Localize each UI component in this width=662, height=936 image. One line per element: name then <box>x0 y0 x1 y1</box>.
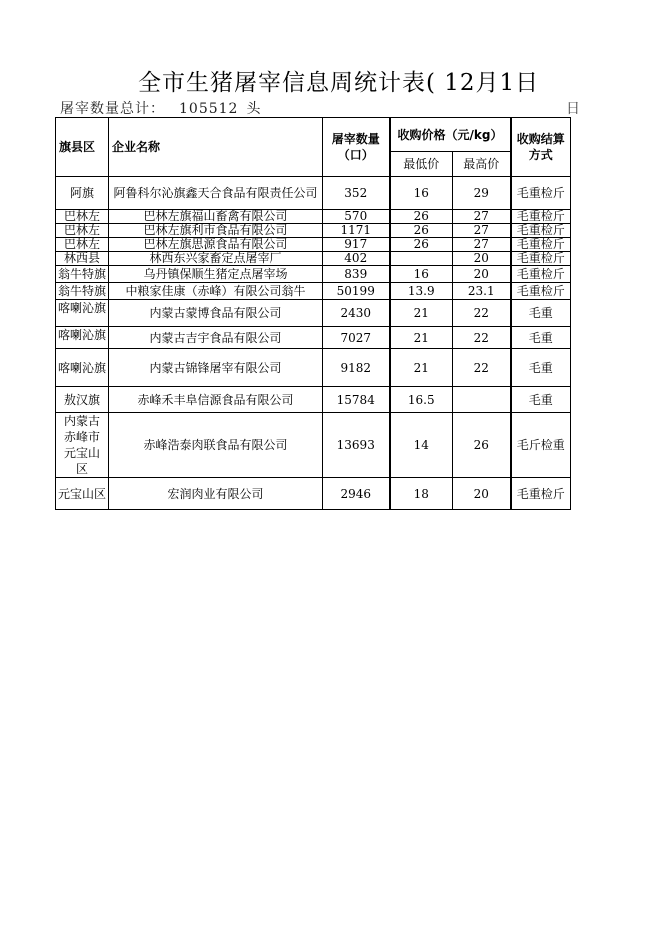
cell-min-price: 21 <box>390 349 453 387</box>
table-row <box>56 252 571 266</box>
cell-max-price: 27 <box>453 224 511 238</box>
cell-min-price: 13.9 <box>390 283 453 300</box>
cell-min-price: 21 <box>390 300 453 327</box>
cell-county-text: 喀喇沁旗 <box>57 301 106 315</box>
cell-max-price: 20 <box>453 478 511 510</box>
cell-company: 巴林左旗思源食品有限公司 <box>109 238 323 252</box>
cell-company: 宏润肉业有限公司 <box>109 478 323 510</box>
cell-method: 毛重 <box>511 387 571 413</box>
cell-min-price: 14 <box>390 413 453 478</box>
summary-line <box>60 98 261 118</box>
cell-company: 内蒙古锦锋屠宰有限公司 <box>109 349 323 387</box>
cell-county: 林西县 <box>56 252 109 266</box>
cell-max-price: 20 <box>453 252 511 266</box>
cell-max-price: 27 <box>453 238 511 252</box>
col-header-min-price: 最低价 <box>390 152 453 177</box>
cell-max-price: 23.1 <box>453 283 511 300</box>
cell-method: 毛重检斤 <box>511 478 571 510</box>
cell-max-price <box>453 387 511 413</box>
cell-min-price: 21 <box>390 327 453 349</box>
cell-min-price: 26 <box>390 238 453 252</box>
col-header-settlement: 收购结算方式 <box>511 118 571 177</box>
page-title: 全市生猪屠宰信息周统计表( 12月1日 <box>138 70 540 96</box>
cell-max-price: 22 <box>453 300 511 327</box>
col-header-company: 企业名称 <box>109 118 323 177</box>
cell-max-price: 27 <box>453 210 511 224</box>
cell-max-price: 26 <box>453 413 511 478</box>
title-clip <box>0 60 570 100</box>
cell-county: 翁牛特旗 <box>56 266 109 283</box>
cell-county: 阿旗 <box>56 177 109 210</box>
cell-count: 50199 <box>323 283 390 300</box>
cell-county: 巴林左 <box>56 210 109 224</box>
cell-company: 巴林左旗利市食品有限公司 <box>109 224 323 238</box>
table-row <box>56 283 571 300</box>
cell-count: 2430 <box>323 300 390 327</box>
cell-county: 敖汉旗 <box>56 387 109 413</box>
cell-min-price: 26 <box>390 210 453 224</box>
cell-min-price: 16.5 <box>390 387 453 413</box>
cell-company: 巴林左旗福山畜禽有限公司 <box>109 210 323 224</box>
table-row <box>56 210 571 224</box>
right-edge-char: 日 <box>566 101 580 117</box>
table-row <box>56 224 571 238</box>
col-header-max-price: 最高价 <box>453 152 511 177</box>
cell-company: 赤峰浩泰肉联食品有限公司 <box>109 413 323 478</box>
slaughter-table <box>55 117 571 510</box>
cell-max-price: 22 <box>453 327 511 349</box>
col-header-county: 旗县区 <box>56 118 109 177</box>
cell-method: 毛重 <box>511 349 571 387</box>
table-row <box>56 349 571 387</box>
cell-company: 内蒙古蒙博食品有限公司 <box>109 300 323 327</box>
cell-max-price: 22 <box>453 349 511 387</box>
cell-county: 喀喇沁旗 <box>56 349 109 387</box>
cell-company: 内蒙古吉宇食品有限公司 <box>109 327 323 349</box>
cell-method: 毛重 <box>511 327 571 349</box>
cell-count: 839 <box>323 266 390 283</box>
cell-count: 570 <box>323 210 390 224</box>
col-header-price-group: 收购价格（元/kg） <box>390 118 511 152</box>
table-row <box>56 413 571 478</box>
cell-method: 毛重检斤 <box>511 210 571 224</box>
cell-min-price <box>390 252 453 266</box>
cell-county <box>56 300 109 327</box>
cell-count: 15784 <box>323 387 390 413</box>
cell-company: 阿鲁科尔沁旗鑫天合食品有限责任公司 <box>109 177 323 210</box>
cell-max-price: 20 <box>453 266 511 283</box>
cell-min-price: 16 <box>390 266 453 283</box>
cell-method: 毛重检斤 <box>511 238 571 252</box>
cell-method: 毛重 <box>511 300 571 327</box>
summary-value: 105512 <box>179 101 239 117</box>
cell-county-text: 喀喇沁旗 <box>57 328 106 342</box>
cell-method: 毛重检斤 <box>511 252 571 266</box>
table-row <box>56 478 571 510</box>
cell-count: 9182 <box>323 349 390 387</box>
table-row <box>56 177 571 210</box>
cell-company: 中粮家佳康（赤峰）有限公司翁牛 <box>109 283 323 300</box>
col-header-slaughter-count: 屠宰数量（口） <box>323 118 390 177</box>
cell-method: 毛重检斤 <box>511 177 571 210</box>
table-row <box>56 387 571 413</box>
cell-method: 毛重检斤 <box>511 224 571 238</box>
cell-county: 内蒙古赤峰市元宝山区 <box>56 413 109 478</box>
cell-county: 巴林左 <box>56 238 109 252</box>
cell-company: 林西东兴家畜定点屠宰厂 <box>109 252 323 266</box>
cell-method: 毛重检斤 <box>511 283 571 300</box>
cell-max-price: 29 <box>453 177 511 210</box>
table-row <box>56 238 571 252</box>
cell-min-price: 16 <box>390 177 453 210</box>
cell-count: 1171 <box>323 224 390 238</box>
cell-county <box>56 327 109 349</box>
table-row <box>56 266 571 283</box>
summary-label: 屠宰数量总计： <box>60 101 165 117</box>
table-row <box>56 300 571 327</box>
cell-method: 毛重检斤 <box>511 266 571 283</box>
cell-company: 乌丹镇保顺生猪定点屠宰场 <box>109 266 323 283</box>
cell-min-price: 18 <box>390 478 453 510</box>
cell-county: 翁牛特旗 <box>56 283 109 300</box>
cell-count: 917 <box>323 238 390 252</box>
cell-count: 2946 <box>323 478 390 510</box>
cell-min-price: 26 <box>390 224 453 238</box>
cell-count: 352 <box>323 177 390 210</box>
summary-unit: 头 <box>246 101 262 117</box>
cell-county: 元宝山区 <box>56 478 109 510</box>
cell-company: 赤峰禾丰阜信源食品有限公司 <box>109 387 323 413</box>
cell-count: 13693 <box>323 413 390 478</box>
cell-count: 7027 <box>323 327 390 349</box>
table-row <box>56 327 571 349</box>
cell-county: 巴林左 <box>56 224 109 238</box>
cell-method: 毛斤检重 <box>511 413 571 478</box>
cell-count: 402 <box>323 252 390 266</box>
